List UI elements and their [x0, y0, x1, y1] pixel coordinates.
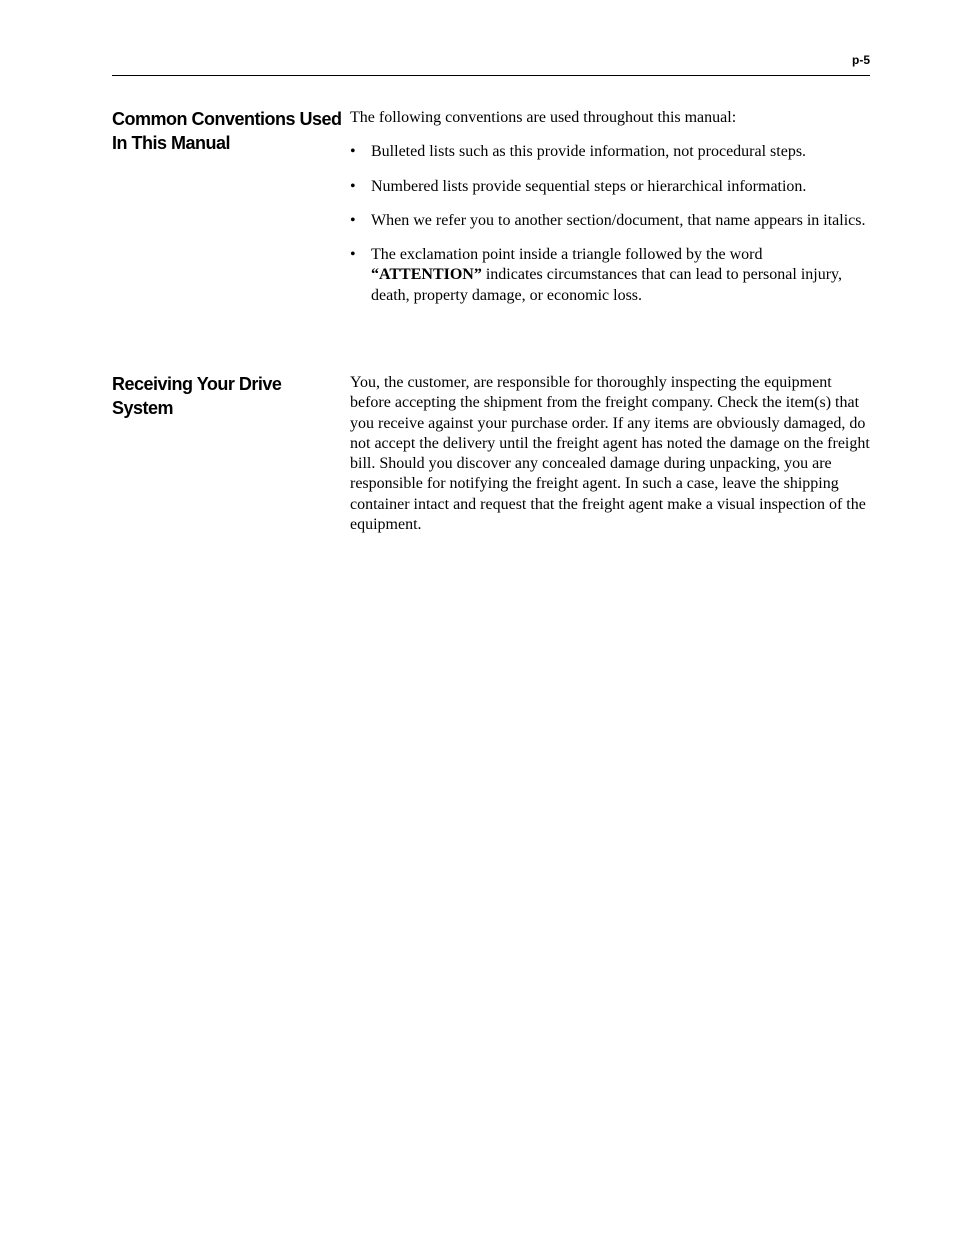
list-item-text-lead: The exclamation point inside a triangle followed by the word	[371, 246, 763, 264]
list-item-text-rest: indicates circumstances that can lead to personal injury, death, property damage, or economic loss.	[371, 266, 843, 304]
list-item	[350, 245, 870, 306]
list-item-text: Numbered lists provide sequential steps or hierarchical information.	[371, 177, 807, 195]
header-rule	[112, 75, 870, 76]
body-paragraph: You, the customer, are responsible for thoroughly inspecting the equipment before accepting the shipment from the freight company. Check the item(s) that you receive against your purchase order. If any items are obviously damaged, do not accept the delivery until the freight agent has noted the damage on the freight bill. Should you discover any concealed damage during unpacking, you are responsible for notifying the freight agent. In such a case, leave the shipping container intact and request that the freight agent make a visual inspection of the equipment.	[350, 374, 870, 534]
bullet-icon: •	[350, 246, 356, 264]
page-number: p-5	[852, 53, 870, 67]
attention-keyword: “ATTENTION”	[371, 266, 482, 284]
intro-paragraph: The following conventions are used throughout this manual:	[350, 109, 737, 126]
list-item	[350, 211, 870, 231]
section-body	[350, 108, 870, 306]
section-body	[350, 373, 870, 535]
list-item	[350, 177, 870, 197]
list-item-text: When we refer you to another section/document, that name appears in italics.	[371, 211, 866, 229]
bullet-list	[350, 142, 870, 306]
section-heading: Receiving Your Drive System	[112, 374, 282, 418]
bullet-icon: •	[350, 211, 356, 229]
section-heading: Common Conventions Used In This Manual	[112, 109, 342, 153]
bullet-icon: •	[350, 177, 356, 195]
list-item	[350, 142, 870, 162]
bullet-icon: •	[350, 143, 356, 161]
list-item-text: Bulleted lists such as this provide information, not procedural steps.	[371, 143, 807, 161]
